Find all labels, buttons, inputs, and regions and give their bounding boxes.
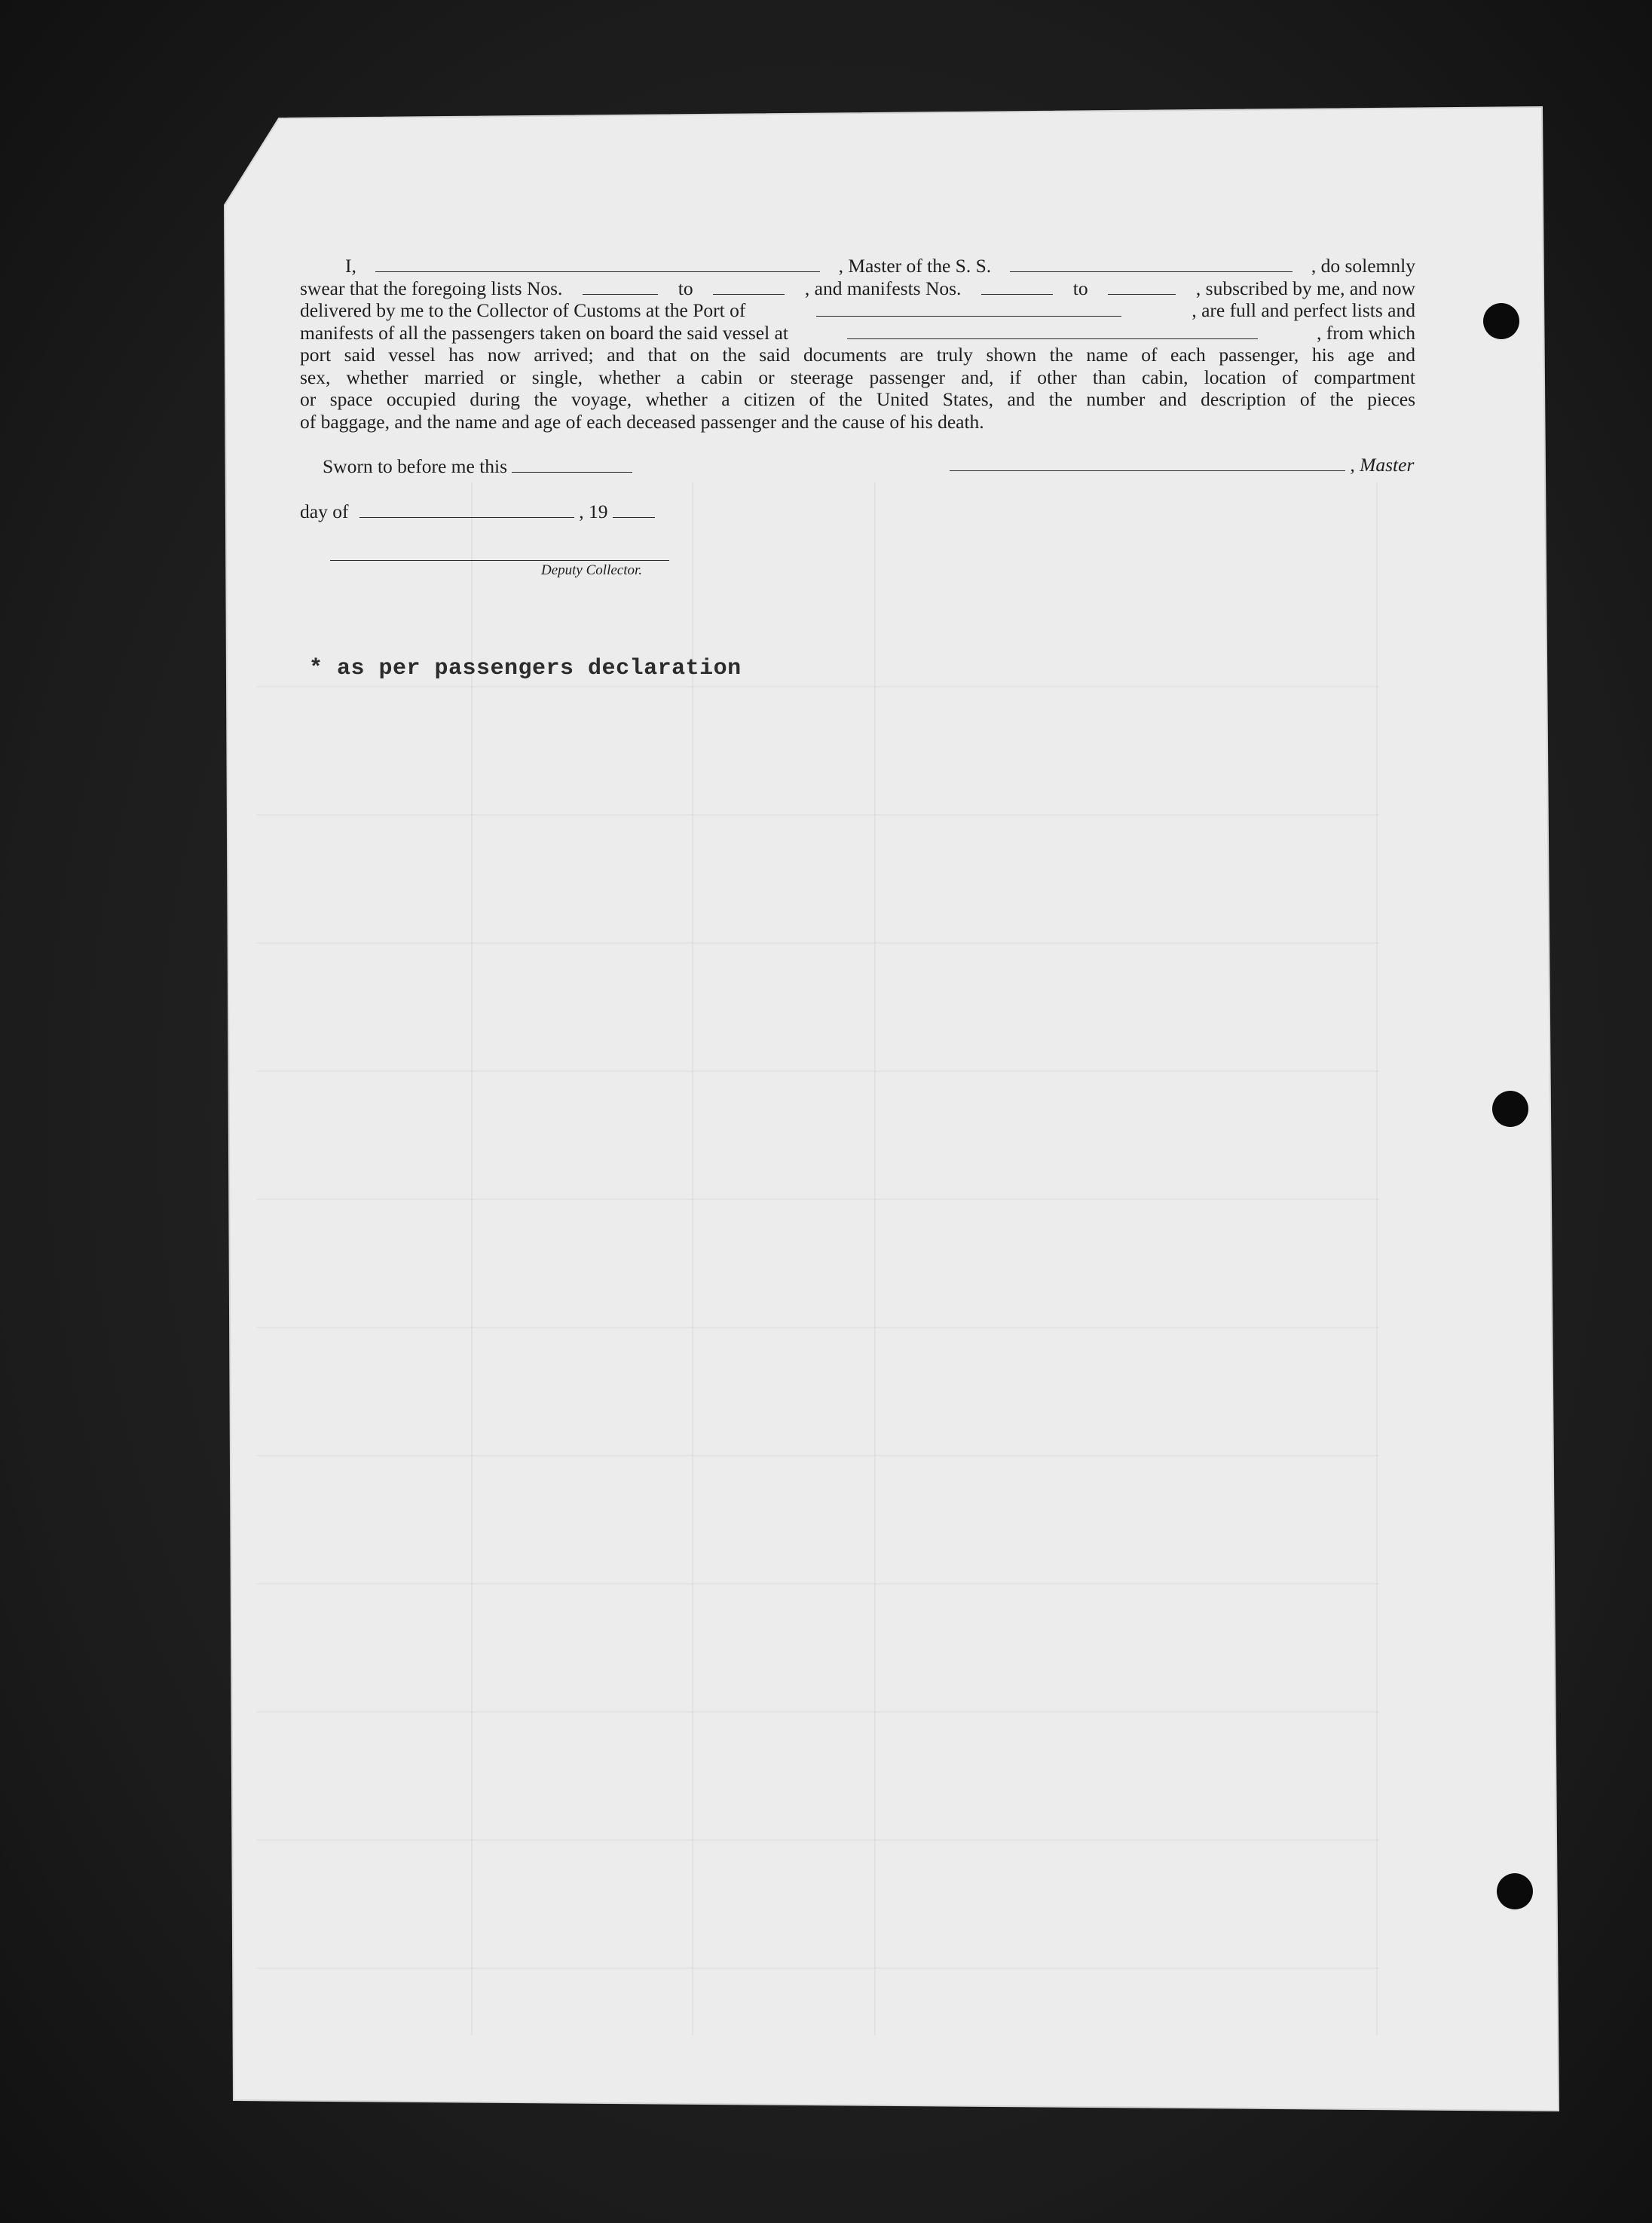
oath-text: , subscribed by me, and now (1195, 277, 1415, 299)
oath-line (300, 411, 1415, 433)
oath-line (300, 277, 1415, 300)
oath-text: manifests of all the passengers taken on board the said vessel at (300, 321, 788, 344)
oath-text: to (678, 277, 693, 299)
oath-paragraph (300, 255, 1415, 433)
deputy-collector-label: Deputy Collector. (541, 562, 643, 578)
sworn-row (323, 455, 632, 478)
bleed-grid-line (256, 814, 1379, 816)
port-blank (816, 301, 1121, 317)
bleed-grid-line (256, 1199, 1379, 1200)
punch-hole (1483, 303, 1519, 339)
bleed-grid-line (471, 482, 473, 2035)
oath-line (300, 299, 1415, 322)
bleed-grid-line (256, 1967, 1379, 1969)
master-signature-blank (950, 455, 1345, 471)
ship-name-blank (1010, 256, 1293, 272)
typed-annotation: * as per passengers declaration (309, 656, 742, 681)
oath-text: , do solemnly (1311, 255, 1415, 277)
oath-line (300, 255, 1415, 277)
bleed-grid-line (692, 482, 693, 2035)
oath-line (300, 366, 1415, 389)
bleed-grid-line (256, 1070, 1379, 1072)
year-blank (613, 502, 655, 518)
master-signature-row (950, 454, 1414, 476)
day-of-row (300, 501, 655, 523)
oath-text: to (1072, 277, 1088, 299)
bleed-grid-line (256, 1583, 1379, 1585)
bleed-grid-line (1376, 482, 1378, 2035)
bleed-grid-line (256, 942, 1379, 944)
sworn-label: Sworn to before me this (323, 455, 508, 477)
oath-text: , are full and perfect lists and (1192, 299, 1415, 321)
oath-text: , and manifests Nos. (804, 277, 962, 299)
year-prefix: , 19 (579, 501, 608, 522)
bleed-grid-line (256, 1839, 1379, 1841)
lists-to-blank (713, 279, 785, 295)
deputy-signature-line (330, 560, 669, 561)
oath-line (300, 322, 1415, 344)
master-label: , Master (1350, 454, 1415, 476)
oath-text: delivered by me to the Collector of Customs at the Port of (300, 299, 746, 321)
oath-text: swear that the foregoing lists Nos. (300, 277, 563, 299)
month-blank (359, 502, 574, 518)
manifests-from-blank (981, 279, 1053, 295)
departure-port-blank (847, 323, 1258, 339)
oath-text: or space occupied during the voyage, whether a citizen of the United States, and the number and description of the pieces (300, 388, 1415, 410)
oath-text: I, (345, 255, 356, 277)
bleed-grid-line (874, 482, 876, 2035)
oath-text: , from which (1316, 321, 1415, 344)
bleed-grid-line (256, 686, 1379, 687)
punch-hole (1492, 1091, 1528, 1127)
oath-line (300, 388, 1415, 411)
oath-text: sex, whether married or single, whether a cabin or steerage passenger and, if other than cabin, location of compartment (300, 366, 1415, 388)
sworn-day-blank (512, 457, 632, 473)
bleed-grid-line (256, 1327, 1379, 1328)
punch-hole (1497, 1873, 1533, 1909)
bleed-grid-line (256, 1455, 1379, 1456)
manifests-to-blank (1108, 279, 1176, 295)
oath-text: port said vessel has now arrived; and that on the said documents are truly shown the name of each passenger, his age and (300, 344, 1415, 366)
oath-text: of baggage, and the name and age of each deceased passenger and the cause of his death. (300, 410, 984, 433)
bleed-grid-line (256, 1711, 1379, 1713)
oath-text: , Master of the S. S. (838, 255, 992, 277)
master-name-blank (375, 256, 820, 272)
day-of-label: day of (300, 501, 349, 522)
lists-from-blank (583, 279, 658, 295)
oath-line (300, 344, 1415, 366)
